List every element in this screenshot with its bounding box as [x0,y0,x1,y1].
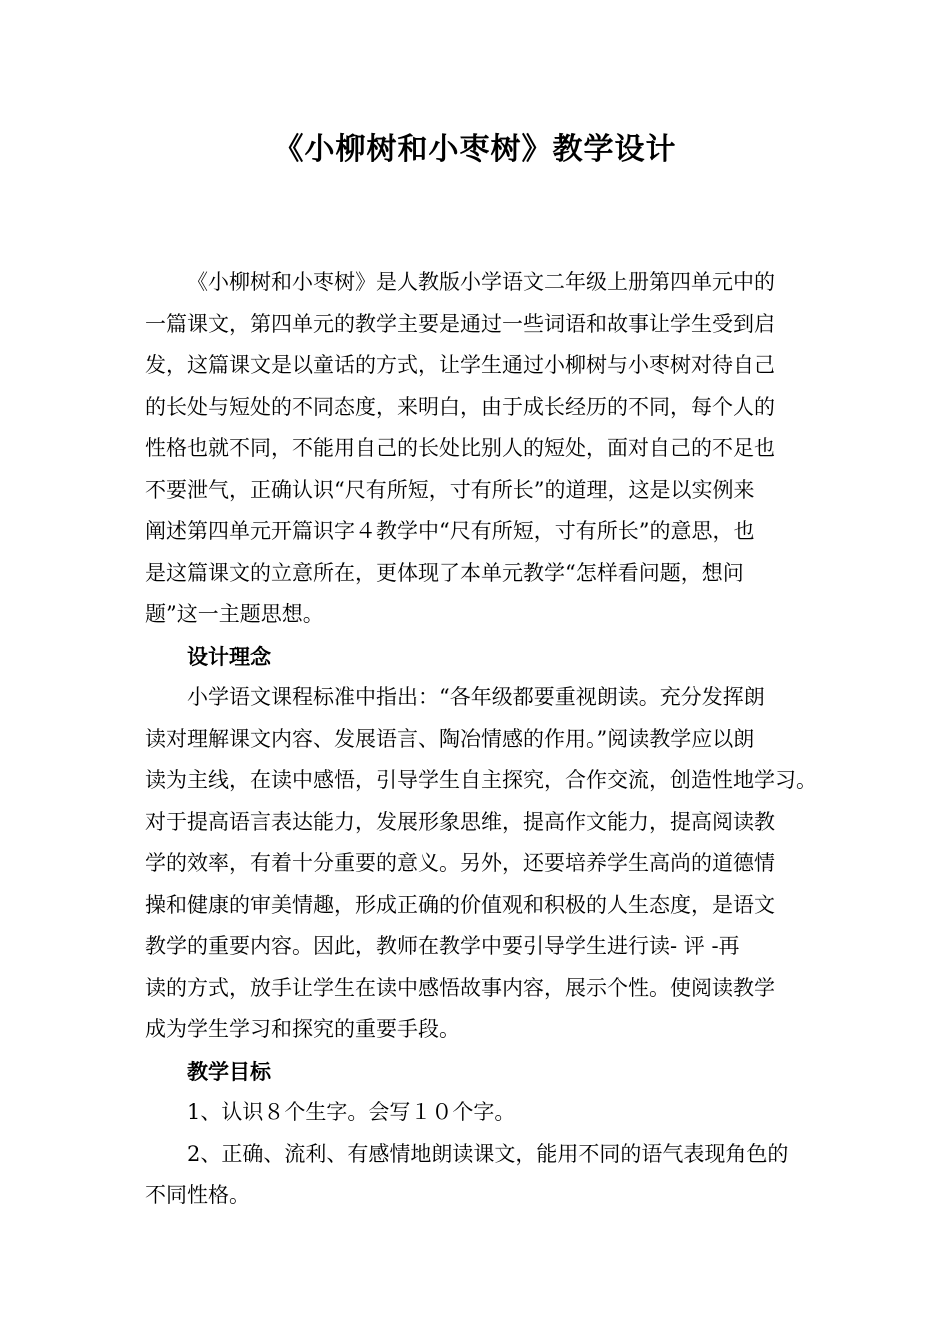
text-line: 《小柳树和小枣树》是人教版小学语文二年级上册第四单元中的 [187,270,775,294]
design-concept-paragraph [145,677,817,1051]
text-line: 成为学生学习和探究的重要手段。 [145,1017,460,1041]
text-line: 对于提高语言表达能力，发展形象思维，提高作文能力，提高阅读教 [145,809,775,834]
document-title: 《小柳树和小枣树》教学设计 [273,132,677,167]
text-line: 学的效率，有着十分重要的意义。另外，还要培养学生高尚的道德情 [145,851,775,875]
section-heading-teaching-goals: 教学目标 [187,1058,271,1084]
text-line: 读的方式，放手让学生在读中感悟故事内容，展示个性。使阅读教学 [145,975,775,1000]
document-body [145,262,817,1217]
text-line: 一篇课文，第四单元的教学主要是通过一些词语和故事让学生受到启 [145,311,775,336]
teaching-goals-list [145,1092,810,1217]
text-line: 操和健康的审美情趣，形成正确的价值观和积极的人生态度，是语文 [145,892,775,917]
text-line: 发，这篇课文是以童话的方式，让学生通过小柳树与小枣树对待自己 [145,353,775,377]
text-line: 性格也就不同，不能用自己的长处比别人的短处，面对自己的不足也 [145,436,775,460]
text-line: 题”这一主题思想。 [145,602,324,626]
text-line: 小学语文课程标准中指出：“各年级都要重视朗读。充分发挥朗 [187,685,765,709]
text-line: 读为主线，在读中感悟，引导学生自主探究，合作交流，创造性地学习。 [145,768,817,792]
text-line: 的长处与短处的不同态度，来明白，由于成长经历的不同，每个人的 [145,394,775,419]
text-line: 读对理解课文内容、发展语言、陶冶情感的作用。”阅读教学应以朗 [145,726,755,751]
goal-item-1: 1、认识８个生字。会写１０个字。 [187,1100,516,1124]
section-heading-design-concept: 设计理念 [187,643,271,669]
intro-paragraph [145,262,810,636]
text-line: 阐述第四单元开篇识字４教学中“尺有所短，寸有所长”的意思，也 [145,519,755,543]
goal-item-2: 2、正确、流利、有感情地朗读课文，能用不同的语气表现角色的 [187,1141,789,1166]
text-line: 不同性格。 [145,1183,250,1207]
text-line: 不要泄气，正确认识“尺有所短，寸有所长”的道理，这是以实例来 [145,477,755,502]
text-line: 是这篇课文的立意所在，更体现了本单元教学“怎样看问题，想问 [145,560,744,585]
text-line: 教学的重要内容。因此，教师在教学中要引导学生进行读- 评 -再 [145,934,740,958]
